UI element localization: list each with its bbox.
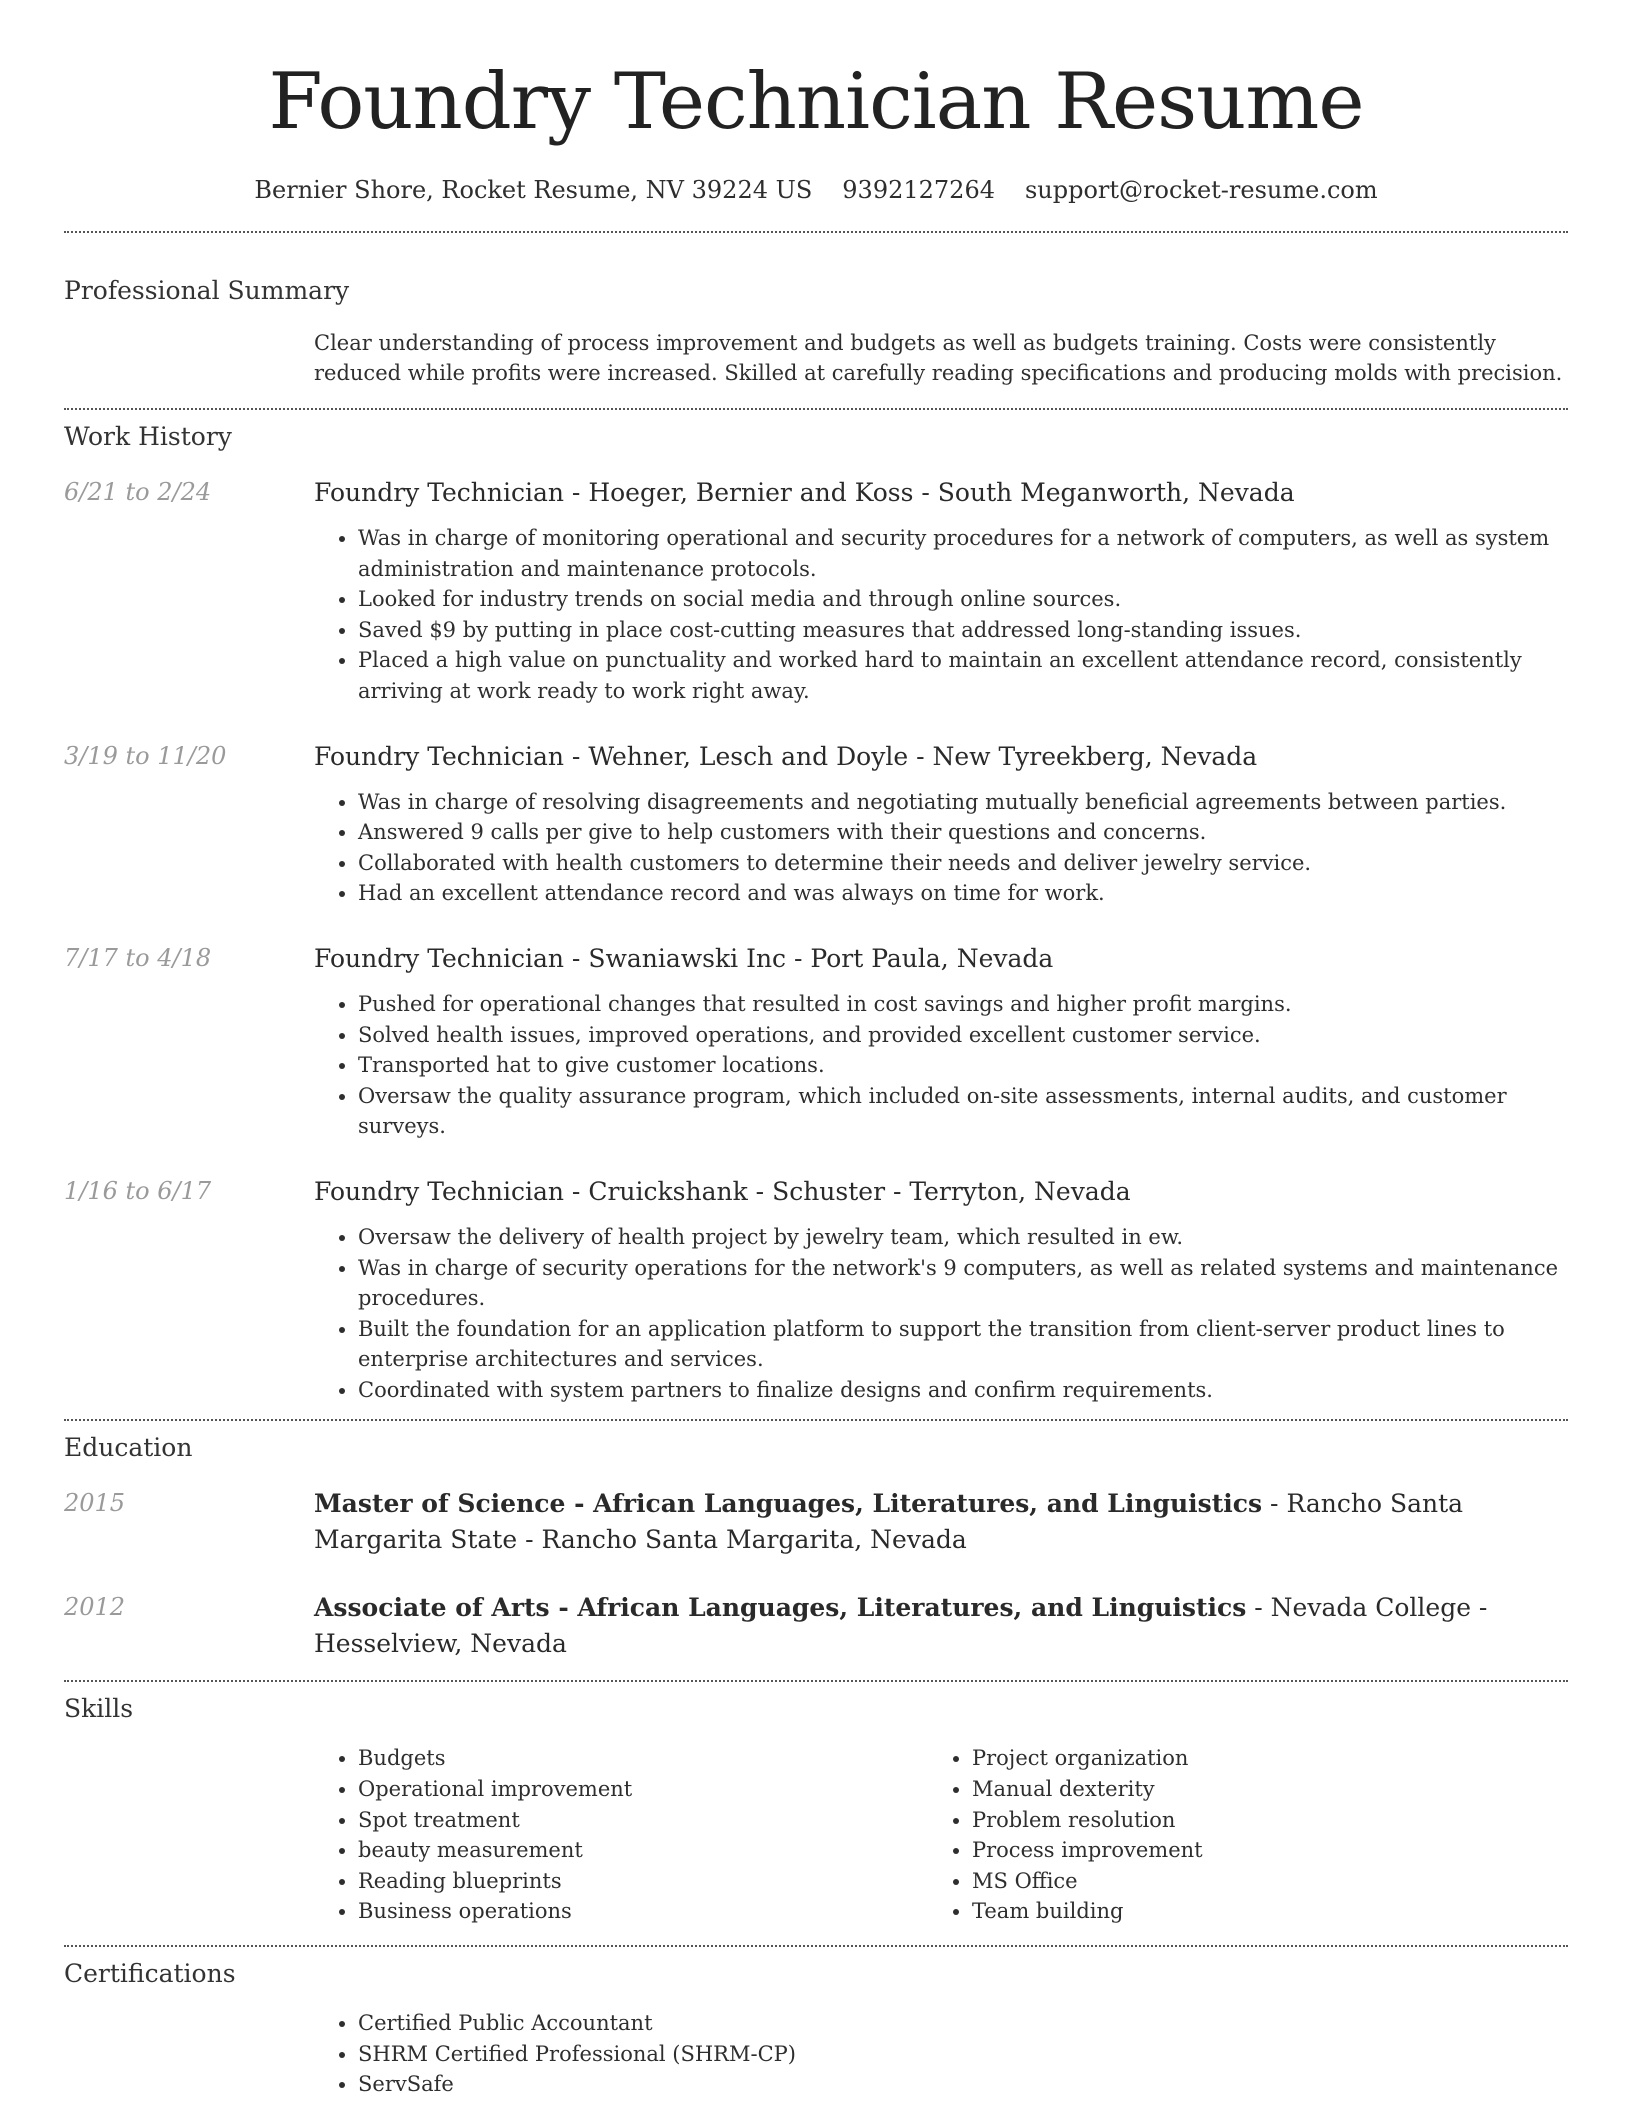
job-entry (64, 941, 1568, 1142)
education-degree: Associate of Arts - African Languages, Literatures, and Linguistics (314, 1593, 1247, 1623)
skills-list-left (314, 1743, 928, 1927)
skill-item: • Operational improvement (358, 1774, 928, 1805)
job-bullet: • Built the foundation for an application platform to support the transition from client-server product lines to enterprise architectures and services. (358, 1314, 1568, 1375)
education-degree: Master of Science - African Languages, Literatures, and Linguistics (314, 1489, 1263, 1519)
section-divider (64, 1680, 1568, 1682)
contact-phone: 9392127264 (842, 176, 995, 204)
job-bullet: • Oversaw the quality assurance program, which included on-site assessments, internal audits, and customer surveys. (358, 1081, 1568, 1142)
job-entry (64, 1174, 1568, 1406)
section-heading-work: Work History (64, 422, 232, 451)
job-bullet: • Had an excellent attendance record and was always on time for work. (358, 878, 1568, 909)
summary-row (64, 328, 1568, 388)
certifications-spacer (64, 2008, 314, 2100)
job-dates: 7/17 to 4/18 (64, 943, 212, 972)
section-heading-skills: Skills (64, 1694, 134, 1724)
job-dates: 6/21 to 2/24 (64, 478, 212, 506)
job-bullets (314, 989, 1568, 1142)
skill-item: • Project organization (972, 1743, 1542, 1774)
section-heading-education: Education (64, 1433, 193, 1463)
job-title: Foundry Technician - Swaniawski Inc - Port Paula, Nevada (314, 943, 1054, 973)
certification-item: • SHRM Certified Professional (SHRM-CP) (358, 2039, 1568, 2070)
skills-list-right (928, 1743, 1542, 1927)
skill-item: • Problem resolution (972, 1805, 1542, 1836)
section-divider (64, 408, 1568, 410)
job-bullet: • Placed a high value on punctuality and worked hard to maintain an excellent attendance record, consistently arriving at work ready to work right away. (358, 645, 1568, 706)
education-entry (64, 1486, 1568, 1558)
resume-title: Foundry Technician Resume (268, 57, 1364, 147)
skills-spacer (64, 1743, 314, 1927)
skill-item: • Budgets (358, 1743, 928, 1774)
skill-item: • Spot treatment (358, 1805, 928, 1836)
job-title: Foundry Technician - Cruickshank - Schuster - Terryton, Nevada (314, 1176, 1131, 1206)
job-bullet: • Was in charge of security operations for the network's 9 computers, as well as related systems and maintenance procedures. (358, 1253, 1568, 1314)
job-bullets (314, 787, 1568, 909)
job-bullet: • Was in charge of resolving disagreements and negotiating mutually beneficial agreements between parties. (358, 787, 1568, 818)
contact-address: Bernier Shore, Rocket Resume, NV 39224 US (254, 176, 813, 204)
job-title: Foundry Technician - Wehner, Lesch and Doyle - New Tyreekberg, Nevada (314, 741, 1258, 771)
certification-item: • ServSafe (358, 2069, 1568, 2100)
skill-item: • Manual dexterity (972, 1774, 1542, 1805)
section-divider (64, 1945, 1568, 1947)
resume-page (64, 0, 1568, 2100)
job-dates: 3/19 to 11/20 (64, 741, 227, 770)
certification-item: • Certified Public Accountant (358, 2008, 1568, 2039)
job-bullet: • Transported hat to give customer locations. (358, 1050, 1568, 1081)
job-bullet: • Answered 9 calls per give to help customers with their questions and concerns. (358, 817, 1568, 848)
job-bullet: • Solved health issues, improved operations, and provided excellent customer service. (358, 1020, 1568, 1051)
section-heading-summary: Professional Summary (64, 276, 350, 305)
section-heading-certifications: Certifications (64, 1959, 236, 1989)
job-dates: 1/16 to 6/17 (64, 1176, 212, 1205)
education-title (314, 1590, 1568, 1662)
job-entry (64, 475, 1568, 707)
summary-spacer (64, 328, 314, 388)
skill-item: • MS Office (972, 1866, 1542, 1897)
job-bullets (314, 1222, 1568, 1406)
skill-item: • Reading blueprints (358, 1866, 928, 1897)
education-year: 2012 (64, 1593, 126, 1622)
section-divider (64, 1419, 1568, 1421)
skill-item: • Team building (972, 1896, 1542, 1927)
job-entry (64, 739, 1568, 909)
job-bullet: • Was in charge of monitoring operational and security procedures for a network of computers, as well as system administration and maintenance protocols. (358, 523, 1568, 584)
education-school: - Rancho Santa Margarita State - Rancho Santa Margarita, Nevada (314, 1489, 1464, 1555)
job-bullet: • Looked for industry trends on social media and through online sources. (358, 584, 1568, 615)
job-bullet: • Oversaw the delivery of health project by jewelry team, which resulted in ew. (358, 1222, 1568, 1253)
skill-item: • Process improvement (972, 1835, 1542, 1866)
job-bullets (314, 523, 1568, 707)
skill-item: • Business operations (358, 1896, 928, 1927)
summary-text: Clear understanding of process improvement and budgets as well as budgets training. Costs were consistently reduced while profits were increased. Skilled at carefully reading specifications and producing molds with precision. (314, 331, 1563, 385)
job-bullet: • Coordinated with system partners to finalize designs and confirm requirements. (358, 1375, 1568, 1406)
education-year: 2015 (64, 1489, 126, 1518)
contact-line (64, 174, 1568, 206)
job-bullet: • Saved $9 by putting in place cost-cutting measures that addressed long-standing issues. (358, 615, 1568, 646)
job-title: Foundry Technician - Hoeger, Bernier and Koss - South Meganworth, Nevada (314, 478, 1295, 507)
education-entry (64, 1590, 1568, 1662)
education-school: - Nevada College - Hesselview, Nevada (314, 1593, 1488, 1659)
certifications-list (314, 2008, 1568, 2100)
skill-item: • beauty measurement (358, 1835, 928, 1866)
education-title (314, 1486, 1568, 1558)
skills-columns (314, 1743, 1568, 1927)
contact-email: support@rocket-resume.com (1024, 176, 1378, 204)
section-divider (64, 231, 1568, 233)
certifications-row (64, 2008, 1568, 2100)
job-bullet: • Pushed for operational changes that resulted in cost savings and higher profit margins. (358, 989, 1568, 1020)
skills-row (64, 1743, 1568, 1927)
job-bullet: • Collaborated with health customers to determine their needs and deliver jewelry service. (358, 848, 1568, 879)
